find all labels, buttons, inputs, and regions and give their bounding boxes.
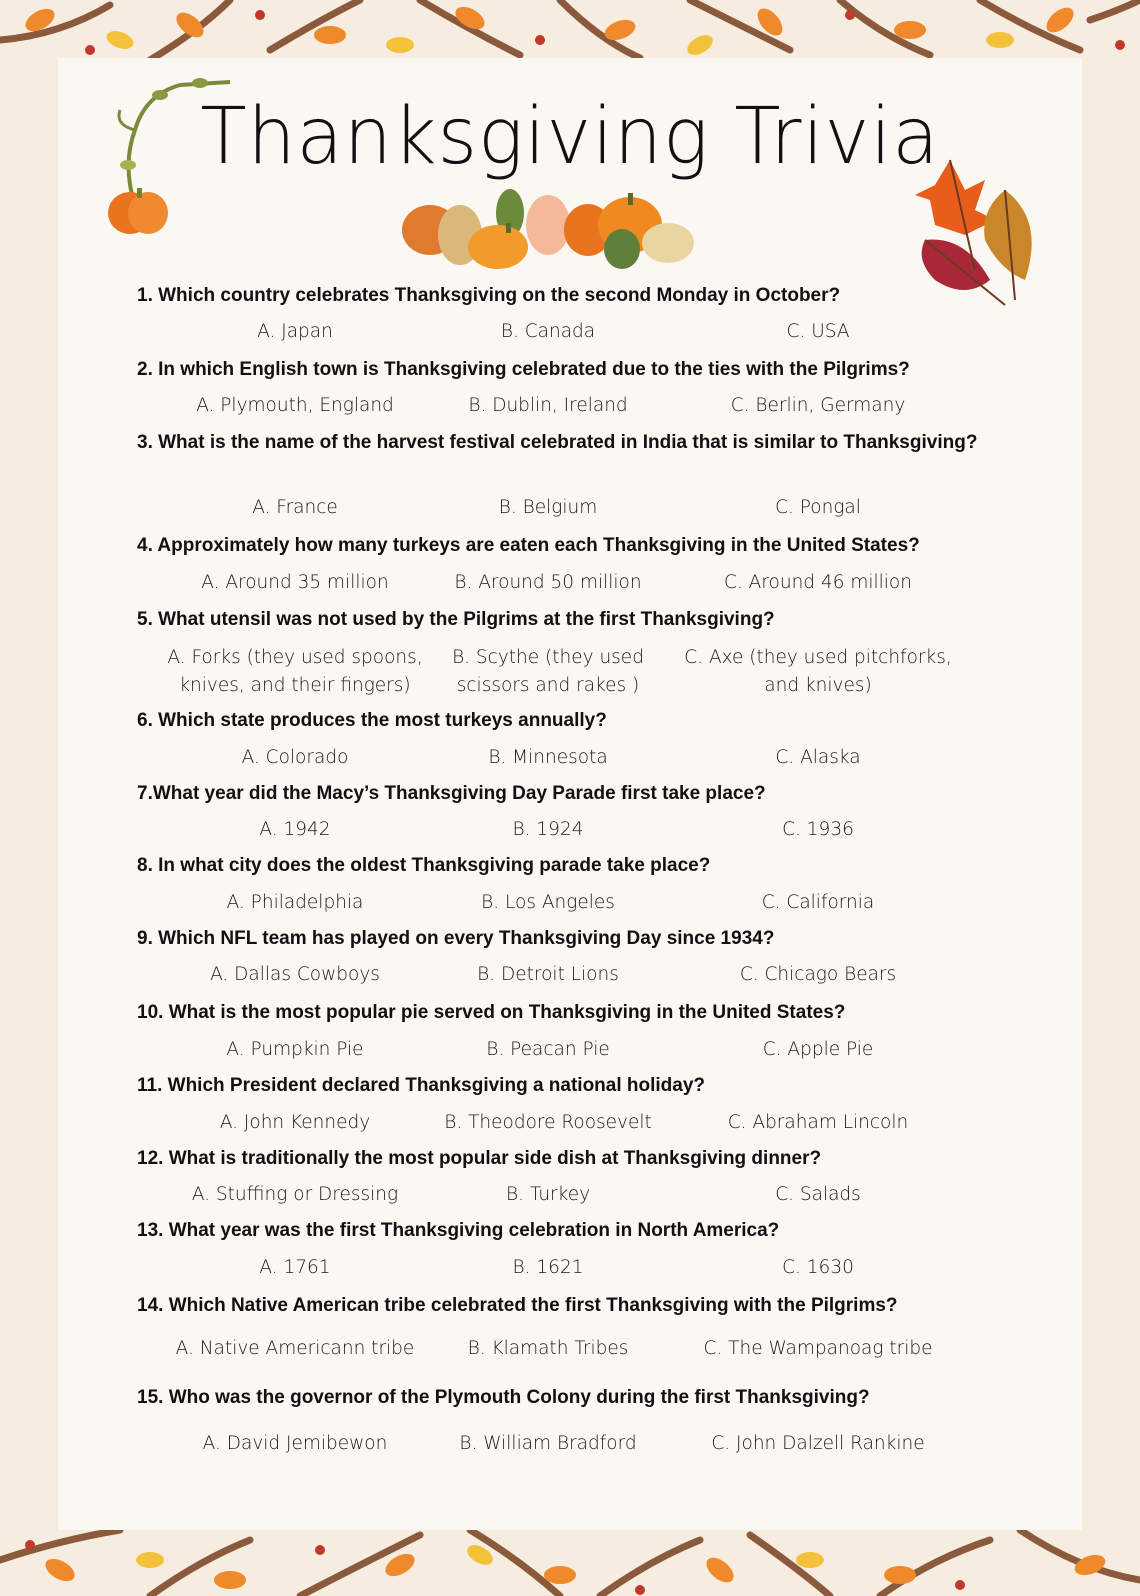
answer-option-a: A. Plymouth, England [196, 395, 394, 416]
answer-option-b: B. Scythe (they used scissors and rakes ) [452, 647, 644, 696]
pumpkins-illustration [400, 185, 700, 275]
answer-option-c: C. The Wampanoag tribe [703, 1338, 933, 1359]
answer-option-a: A. David Jemibewon [202, 1433, 388, 1454]
answer-option-c: C. Axe (they used pitchforks, and knives) [684, 647, 952, 696]
answer-option-c: C. Berlin, Germany [730, 395, 906, 416]
answer-option-a: A. 1761 [259, 1257, 331, 1278]
answer-option-a: A. Native Americann tribe [175, 1338, 415, 1359]
answer-option-a: A. Pumpkin Pie [226, 1039, 364, 1060]
question-text: 3. What is the name of the harvest festival celebrated in India that is similar to Thanksgiving? [137, 432, 978, 453]
answer-option-b: B. Belgium [498, 497, 598, 518]
answer-option-c: C. Chicago Bears [739, 964, 897, 985]
answer-option-b: B. 1924 [512, 819, 584, 840]
answer-option-a: A. 1942 [259, 819, 331, 840]
answer-option-b: B. Peacan Pie [486, 1039, 610, 1060]
answer-option-a: A. Around 35 million [201, 572, 389, 593]
answer-option-c: C. John Dalzell Rankine [711, 1433, 925, 1454]
answer-option-c: C. USA [786, 321, 850, 342]
answer-option-b: B. Canada [500, 321, 596, 342]
answer-option-b: B. Klamath Tribes [467, 1338, 629, 1359]
answer-option-c: C. California [761, 892, 875, 913]
question-text: 1. Which country celebrates Thanksgiving on the second Monday in October? [137, 285, 841, 306]
question-text: 9. Which NFL team has played on every Thanksgiving Day since 1934? [137, 928, 775, 949]
answer-option-c: C. Alaska [775, 747, 861, 768]
answer-option-b: B. Around 50 million [454, 572, 642, 593]
question-text: 2. In which English town is Thanksgiving celebrated due to the ties with the Pilgrims? [137, 359, 910, 380]
answer-option-c: C. Salads [775, 1184, 861, 1205]
question-text: 13. What year was the first Thanksgiving celebration in North America? [137, 1220, 780, 1241]
answer-option-a: A. Stuffing or Dressing [191, 1184, 399, 1205]
question-text: 11. Which President declared Thanksgiving a national holiday? [137, 1075, 706, 1096]
answer-option-b: B. Dublin, Ireland [468, 395, 628, 416]
question-text: 6. Which state produces the most turkeys annually? [137, 710, 607, 731]
answer-option-a: A. Forks (they used spoons, knives, and their fingers) [167, 647, 423, 696]
answer-option-c: C. 1630 [782, 1257, 854, 1278]
question-text: 7.What year did the Macy’s Thanksgiving Day Parade first take place? [137, 783, 766, 804]
answer-option-c: C. Around 46 million [724, 572, 912, 593]
answer-option-b: B. Theodore Roosevelt [444, 1112, 652, 1133]
answer-option-a: A. France [252, 497, 338, 518]
answer-option-a: A. Philadelphia [226, 892, 364, 913]
question-text: 8. In what city does the oldest Thanksgiving parade take place? [137, 855, 711, 876]
question-text: 4. Approximately how many turkeys are eaten each Thanksgiving in the United States? [137, 535, 920, 556]
question-text: 12. What is traditionally the most popular side dish at Thanksgiving dinner? [137, 1148, 822, 1169]
answer-option-a: A. Japan [257, 321, 333, 342]
answer-option-c: C. 1936 [782, 819, 854, 840]
answer-option-b: B. William Bradford [459, 1433, 637, 1454]
answer-option-b: B. Detroit Lions [477, 964, 619, 985]
question-text: 14. Which Native American tribe celebrated the first Thanksgiving with the Pilgrims? [137, 1295, 898, 1316]
answer-option-c: C. Apple Pie [762, 1039, 874, 1060]
question-text: 5. What utensil was not used by the Pilgrims at the first Thanksgiving? [137, 609, 775, 630]
answer-option-a: A. Colorado [241, 747, 349, 768]
answer-option-b: B. Turkey [505, 1184, 591, 1205]
answer-option-c: C. Pongal [775, 497, 861, 518]
answer-option-b: B. 1621 [512, 1257, 584, 1278]
answer-option-b: B. Minnesota [488, 747, 608, 768]
answer-option-a: A. John Kennedy [219, 1112, 371, 1133]
question-text: 15. Who was the governor of the Plymouth Colony during the first Thanksgiving? [137, 1387, 870, 1408]
question-text: 10. What is the most popular pie served on Thanksgiving in the United States? [137, 1002, 846, 1023]
answer-option-a: A. Dallas Cowboys [210, 964, 380, 985]
answer-option-b: B. Los Angeles [481, 892, 615, 913]
page-title: Thanksgiving Trivia [200, 92, 940, 182]
answer-option-c: C. Abraham Lincoln [727, 1112, 909, 1133]
